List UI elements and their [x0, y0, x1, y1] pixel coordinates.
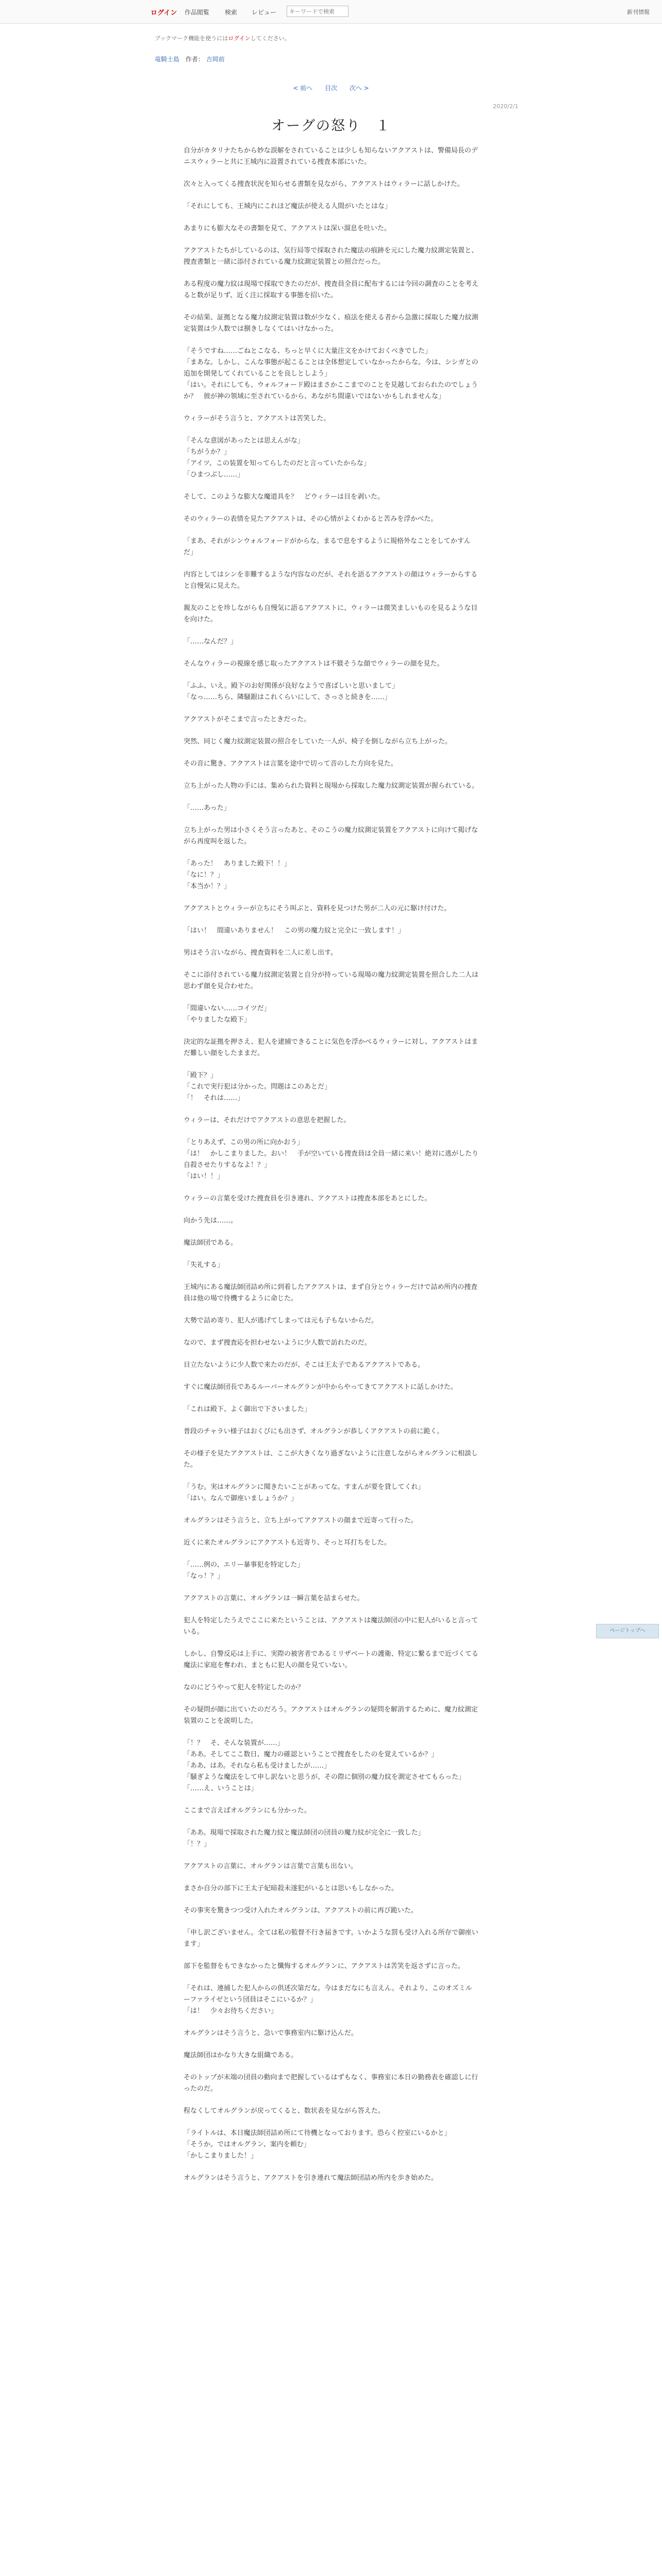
paragraph: アクアストの言葉に、オルグランは一瞬言葉を詰まらせた。	[184, 1595, 364, 1602]
paragraph: なので、まず捜査応を担わせないように少人数で訪れたのだ。	[184, 1339, 371, 1347]
paragraph: 「まあ、それがシンウォルフォードがからな。まるで息をするように規格外なことをしてかすんだ」	[184, 537, 471, 556]
bookmark-notice: ブックマーク機能を使うにはログインしてください。	[155, 35, 290, 42]
paragraph: まさか自分の部下に王太子妃暗殺未遂犯がいるとは思いもしなかった。	[184, 1885, 399, 1892]
paragraph: 「！？ そ、そんな装置が……」 「ああ。そしてここ数日、魔力の確認ということで捜査をしたのを覚えているか？」 「ああ、はあ。それなら私も受けましたが……」 「騒ぎような魔法をして申し訳ないと思うが、その際に個別の魔力紋を測定させてもらった」 「……え、いうことは」	[184, 1739, 466, 1792]
paragraph: 「間違いない……コイツだ」 「やりましたな殿下」	[184, 1005, 271, 1024]
breadcrumb	[155, 55, 225, 63]
paragraph: 「それは、連捕した犯人からの供述次第だな。今はまだなにも言えん。それより、このオズミルーファライゼという団員はそこにいるか？」 「は！ 少々お待ちください」	[184, 1985, 472, 2015]
paragraph: 普段のチャラい様子はおくびにも出さず、オルグランが恭しくアクアストの前に跪く。	[184, 1428, 444, 1435]
paragraph: 犯人を特定したうえでここに来たということは、アクアストは魔法師団の中に犯人がいると言っている。	[184, 1617, 478, 1636]
paragraph: アクアストとウィラーが立ちにそう叫ぶと、資料を見つけた男が二人の元に駆け付けた。	[184, 905, 451, 912]
chapter-title: オーグの怒り １	[271, 118, 391, 134]
paragraph: 「ふふ、いえ。殿下のお好関係が良好なようで喜ばしいと思いまして」 「なっ……ちら、隣騒銀はこれくらいにして、さっさと続きを……」	[184, 682, 399, 701]
paragraph: ウィラーがそう言うと、アクアストは苦笑した。	[184, 415, 330, 422]
paragraph: 立ち上がった男は小さくそう言ったあと、そのこうの魔力紋測定装置をアクアストに向けて掲げながら再度叫を返した。	[184, 826, 478, 845]
paragraph: 「……例の、エリー暴事犯を特定した」 「なっ！？」	[184, 1561, 304, 1580]
paragraph: 「申し訳ございません。全ては私の監督不行き届きです。いかような罰も受け入れる所存で御座います」	[184, 1929, 478, 1948]
paragraph: 「それにしても、王城内にこれほど魔法が使える人間がいたとはな」	[184, 202, 392, 210]
paragraph: 大勢で詰め寄り、犯人が逃げてしまっては元も子もないからだ。	[184, 1317, 378, 1325]
paragraph: その疑問が顔に出ていたのだろう。アクアストはオルグランの疑問を解消するために、魔力紋測定装置のことを説明した。	[184, 1706, 478, 1725]
prev-link[interactable]: < 前へ	[293, 84, 313, 92]
paragraph: 向かう先は……。	[184, 1217, 238, 1225]
paragraph: ここまで言えばオルグランにも分かった。	[184, 1807, 311, 1815]
breadcrumb-author[interactable]: 吉岡前	[206, 56, 225, 63]
paragraph: 「……あった」	[184, 804, 230, 812]
breadcrumb-work[interactable]: 竜騎士島	[155, 56, 180, 63]
paragraph: 決定的な証拠を押さえ、犯人を逮捕できることに気色を浮かべるウィラーに対し、アクアストはまだ難しい顔をしたままだ。	[184, 1038, 478, 1057]
paragraph: オルグランはそう言うと、アクアストを引き連れて魔法師団詰め所内を歩き始めた。	[184, 2174, 438, 2182]
newest-link[interactable]: 新刊情報	[627, 9, 650, 15]
next-link[interactable]: 次へ >	[349, 84, 369, 92]
paragraph: 「ああ。現場で採取された魔力紋と魔法師団の団員の魔力紋が完全に一致した」 「！？」	[184, 1829, 425, 1848]
paragraph: 「そうですね……ごねとこなる、ちっと早くに大量注文をかけておくべきでした」 「まあな。しかし、こんな事態が起こることは全体想定していなかったからな。今は、シシガとの追加を開発してくれていることを良しとしよう」 「はい。それにしても、ウォルフォード殿はまさかここまでのことを見越しておられたのでしょうか？ 彼が神の領域に至されているから、あながち間違いではないかもしれませんな」	[184, 347, 478, 400]
paragraph: しかし、自警反応は上手に、実際の被害者であるミリザベートの護衛、特定に繋るまで近づくてる魔法に家庭を奪われ、まともに犯人の顔を見ていない。	[184, 1650, 478, 1669]
paragraph: その様子を見たアクアストは、ここが大きくなり過ぎないように注意しながらオルグランに相談した。	[184, 1450, 478, 1469]
paragraph: 「ライトルは、本日魔法師団詰め所にて待機となっております。恐らく控室にいるかと」 「そうか。ではオルグラン、案内を頼む」 「かしこまりました！」	[184, 2129, 451, 2160]
paragraph: 「失礼する」	[184, 1261, 224, 1269]
paragraph: 程なくしてオルグランが戻ってくると、数状表を見ながら答えた。	[184, 2107, 385, 2115]
paragraph: 「うむ。実はオルグランに聞きたいことがあってな。すまんが要を貸してくれ」 「はい。なんで御座いましょうか？」	[184, 1483, 425, 1502]
paragraph: そして、このような膨大な魔道具を？ どウィラーは目を剥いた。	[184, 493, 384, 501]
paragraph: 「はい！ 間違いありません！ この男の魔力紋と完全に一致します！」	[184, 927, 405, 935]
paragraph: すぐに魔法師団長であるルーパーオルグランが中からやってきてアクアストに話しかけた。	[184, 1383, 457, 1391]
paragraph: そのウィラーの表情を見たアクアストは、その心情がよくわかると苦みを浮かべた。	[184, 515, 438, 523]
paragraph: アクアストがそこまで言ったときだった。	[184, 716, 311, 723]
nav-review[interactable]: レビュー	[252, 9, 277, 16]
paragraph: そこに添付されている魔力紋測定装置と自分が持っている現場の魔力紋測定装置を照合した二人は思わず顔を見合わせた。	[184, 971, 479, 990]
paragraph: ウィラーは、それだけでアクアストの意思を把握した。	[184, 1116, 351, 1124]
nav-browse[interactable]: 作品閲覧	[185, 9, 210, 16]
pager-top	[0, 83, 662, 92]
paragraph: あまりにも膨大なその書類を見て、アクアストは深い溜息を吐いた。	[184, 225, 391, 232]
page-top-button[interactable]: ページトップへ	[596, 1624, 659, 1638]
paragraph: 魔法師団である。	[184, 1239, 238, 1247]
paragraph: 「……なんだ？」	[184, 638, 238, 646]
paragraph: 「そんな意図があったとは思えんがな」 「ちがうか？」 「アイツ、この装置を知ってらしたのだと言っていたからな」 「ひまつぶし……」	[184, 437, 370, 479]
paragraph: そんなウィラーの視線を感じ取ったアクアストは不躾そうな顔でウィラーの顔を見た。	[184, 660, 444, 668]
paragraph: 立ち上がった人物の手には、集められた資料と現場から採取した魔力紋測定装置が握られている。	[184, 782, 479, 790]
paragraph: その音に驚き、アクアストは言葉を途中で切って音のした方向を見た。	[184, 760, 398, 768]
paragraph: 自分がカタリナたちから妙な誤解をされていることは少しも知らないアクアストは、警備局長のデニスウィラーと共に王城内に設置されている捜査本部にいた。	[184, 147, 478, 166]
paragraph: その結果、証拠となる魔力紋測定装置は数が少なく、痕法を使える者から急激に採取した魔力紋測定装置は少人数では捌きしなくてはいけなかった。	[184, 314, 478, 333]
paragraph: アクアストの言葉に、オルグランは言葉で言葉も出ない。	[184, 1862, 357, 1870]
paragraph: ウィラーの言葉を受けた捜査員を引き連れ、アクアストは捜査本部をあとにした。	[184, 1195, 432, 1202]
paragraph: なのにどうやって犯人を特定したのか？	[184, 1684, 305, 1691]
paragraph: 内容としてはシンを非難するような内容なのだが、それを語るアクアストの顔はウィラーからすると自慢気に見えた。	[184, 571, 477, 590]
paragraph: オルグランはそう言うと、立ち上がってアクアストの顔まで近寄って行った。	[184, 1517, 418, 1524]
paragraph: 「これは殿下、よく御出で下さいました」	[184, 1405, 311, 1413]
paragraph: 目立たないように少人数で来たのだが、そこは王太子であるアクアストである。	[184, 1361, 425, 1369]
post-date: 2020/2/1	[493, 103, 519, 110]
paragraph: 突然、同じく魔力紋測定装置の照合をしていた一人が、椅子を倒しながら立ち上がった。	[184, 738, 452, 745]
novel-body	[184, 145, 478, 2195]
paragraph: 次々と入ってくる捜査状況を知らせる書類を見ながら、アクアストはウィラーに話しかけた。	[184, 180, 464, 188]
paragraph: 「とりあえず、この男の所に向かおう」 「は！ かしこまりました。おい！ 手が空いている捜査員は全員一緒に来い！絶対に逃がしたり自殺させたりするなよ！？」 「はい！！」	[184, 1139, 479, 1180]
paragraph: 近くに来たオルグランにアクアストも近寄り、そっと耳打ちをした。	[184, 1539, 391, 1547]
paragraph: そのトップが末端の団員の動向まで把握しているはずもなく、事務室に本日の勤務表を確認しに行ったのだ。	[184, 2074, 478, 2093]
search-input[interactable]	[287, 6, 349, 17]
breadcrumb-author-label: 作者：	[185, 56, 204, 63]
paragraph: 魔法師団はかなり大きな組織である。	[184, 2052, 298, 2059]
nav-search[interactable]: 検索	[225, 9, 238, 16]
login-link[interactable]: ログイン	[151, 9, 177, 17]
paragraph: 王城内にある魔法師団詰め所に到着したアクアストは、まず自分とウィラーだけで詰め所内の捜査員は他の場で待機するように命じた。	[184, 1283, 478, 1302]
toc-link[interactable]: 目次	[324, 84, 337, 92]
paragraph: ある程度の魔力紋は現場で採取できたのだが、捜査員全員に配布するには今回の調査のことを考えると数が足りず、近く注に採取する事態を招いた。	[184, 280, 479, 299]
paragraph: オルグランはそう言うと、急いで事務室内に駆け込んだ。	[184, 2029, 358, 2037]
notice-login-link[interactable]: ログイン	[228, 35, 251, 42]
paragraph: 部下を監督をもできなかったと懺悔するオルグランに、アクアストは苦笑を返さずに言った。	[184, 1962, 465, 1970]
paragraph: その事実を驚きつつ受け入れたオルグランは、アクアストの前に再び跪いた。	[184, 1907, 418, 1914]
paragraph: 「殿下？」 「これで実行犯は分かった。問題はこのあとだ」 「！ それは……」	[184, 1072, 332, 1102]
paragraph: 親友のことを珍しながらも自慢気に語るアクアストに、ウィラーは微笑ましいものを見るような目を向けた。	[184, 604, 478, 623]
top-bar	[0, 0, 662, 24]
paragraph: アクアストたちがしているのは、気行局等で採取された魔法の痕跡を元にした魔力紋測定装置と、捜査書類と一緒に添付されている魔力紋測定装置との照合だった。	[184, 247, 478, 266]
paragraph: 「あった！ ありました殿下！！」 「なに！？」 「本当か！？」	[184, 860, 291, 890]
paragraph: 男はそう言いながら、捜査資料を二人に差し出す。	[184, 949, 337, 957]
